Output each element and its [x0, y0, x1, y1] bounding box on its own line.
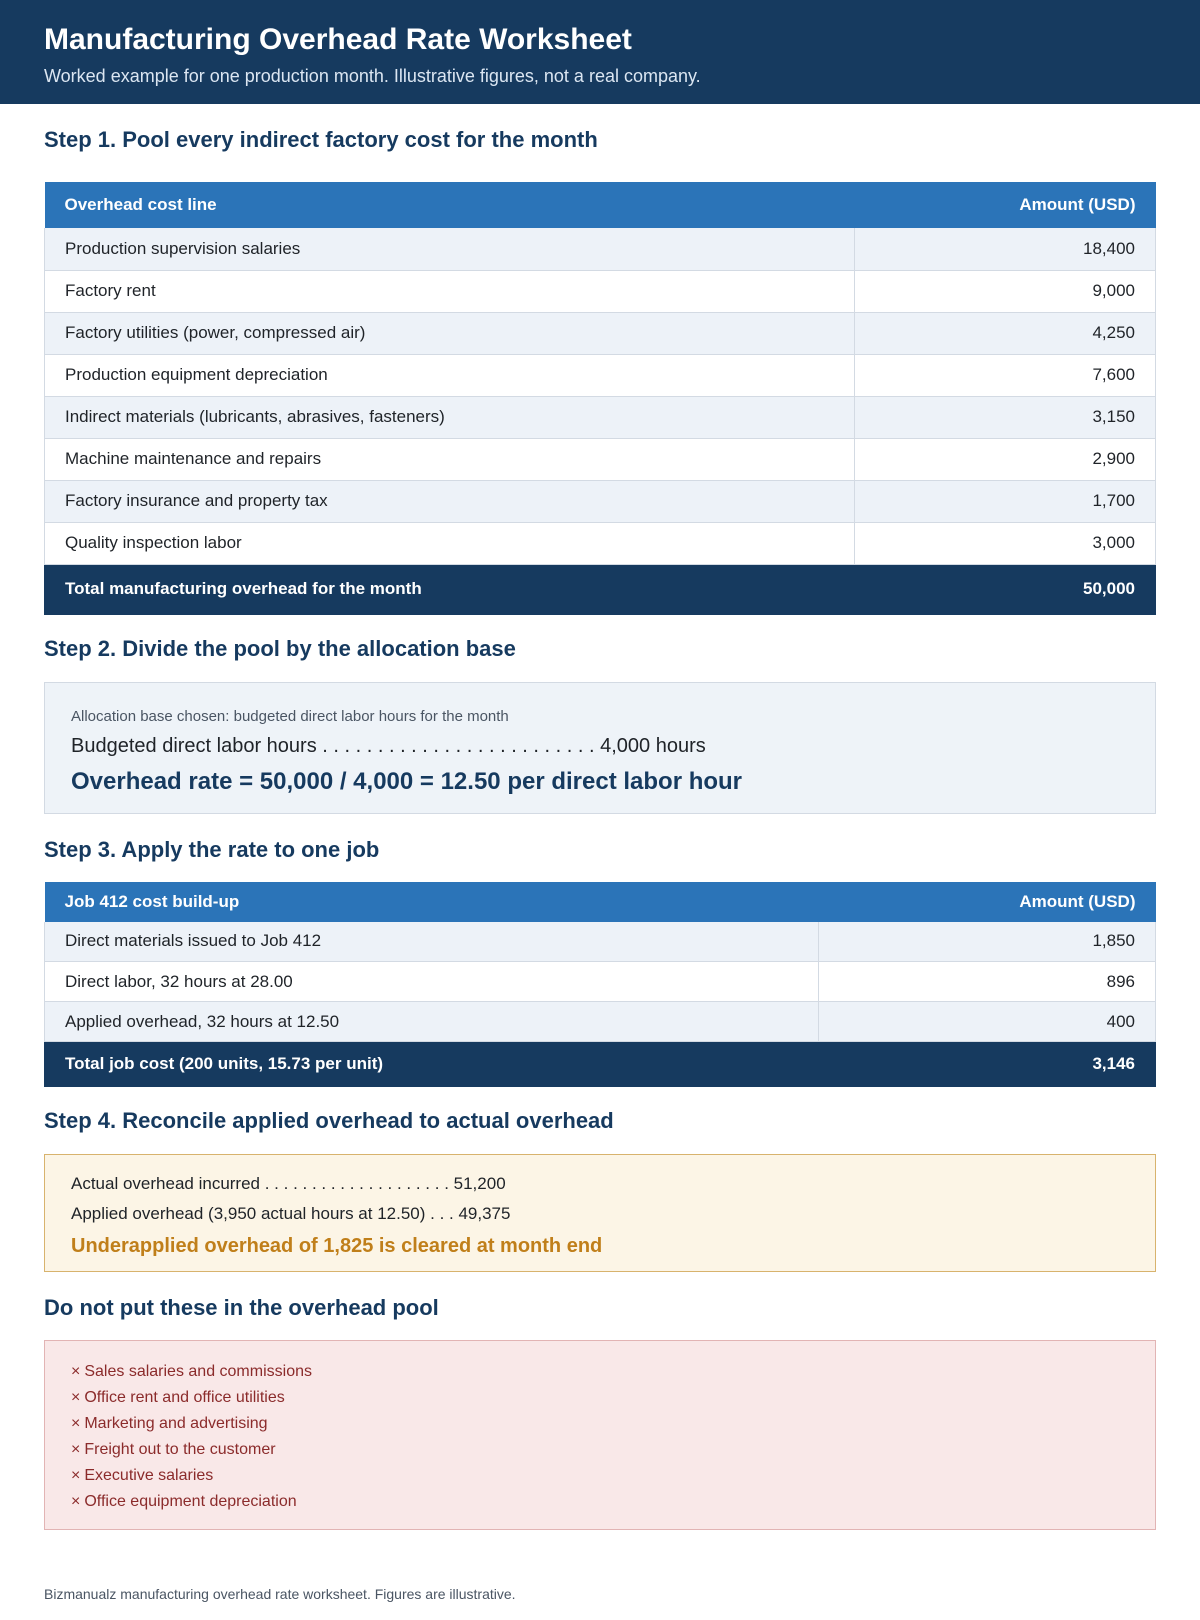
total-row — [45, 564, 1156, 614]
exclusion-label: Marketing and advertising — [84, 1415, 268, 1432]
cost-line-amount: 18,400 — [855, 228, 1156, 270]
reconciliation-box — [44, 1154, 1156, 1272]
actual-overhead-line: Actual overhead incurred . . . . . . . . . . . . . . . . . . . . 51,200 — [71, 1174, 506, 1193]
list-item — [71, 1385, 1129, 1411]
job-line-label: Direct materials issued to Job 412 — [45, 922, 819, 962]
job-line-label: Direct labor, 32 hours at 28.00 — [45, 962, 819, 1002]
table-row — [45, 270, 1156, 312]
cost-line-amount: 7,600 — [855, 354, 1156, 396]
table-row — [45, 312, 1156, 354]
total-job-cost-label: Total job cost (200 units, 15.73 per unit) — [45, 1042, 819, 1087]
list-item — [71, 1489, 1129, 1515]
table-header-row — [45, 882, 1156, 922]
cost-line-label: Machine maintenance and repairs — [45, 438, 855, 480]
cost-line-label: Factory utilities (power, compressed air) — [45, 312, 855, 354]
total-overhead-amount: 50,000 — [855, 564, 1156, 614]
cost-line-amount: 1,700 — [855, 480, 1156, 522]
cost-line-label: Factory rent — [45, 270, 855, 312]
table-row — [45, 922, 1156, 962]
total-overhead-label: Total manufacturing overhead for the month — [45, 564, 855, 614]
cost-line-amount: 3,000 — [855, 522, 1156, 564]
table-row — [45, 396, 1156, 438]
table-row — [45, 480, 1156, 522]
page-footer: Bizmanualz manufacturing overhead rate worksheet. Figures are illustrative. — [44, 1586, 516, 1602]
table-header-row — [45, 182, 1156, 228]
total-row — [45, 1042, 1156, 1087]
exclusion-label: Office equipment depreciation — [84, 1493, 297, 1510]
page-subtitle: Worked example for one production month. Illustrative figures, not a real company. — [44, 66, 701, 86]
budgeted-hours-line: Budgeted direct labor hours . . . . . . . . . . . . . . . . . . . . . . . . . 4,000 hours — [71, 734, 706, 757]
step3-title: Step 3. Apply the rate to one job — [44, 836, 380, 862]
exclusions-box — [44, 1340, 1156, 1530]
cost-line-amount: 3,150 — [855, 396, 1156, 438]
exclusion-label: Sales salaries and commissions — [84, 1363, 312, 1380]
cost-line-label: Quality inspection labor — [45, 522, 855, 564]
exclusion-label: Office rent and office utilities — [84, 1389, 285, 1406]
column-header-amount: Amount (USD) — [855, 182, 1156, 228]
table-row — [45, 438, 1156, 480]
step4-title: Step 4. Reconcile applied overhead to actual overhead — [44, 1108, 614, 1133]
allocation-base-note: Allocation base chosen: budgeted direct labor hours for the month — [71, 707, 509, 725]
cross-icon: × — [71, 1467, 81, 1484]
cross-icon: × — [71, 1363, 81, 1380]
table-row — [45, 354, 1156, 396]
step2-title: Step 2. Divide the pool by the allocation base — [44, 635, 516, 661]
list-item — [71, 1437, 1129, 1463]
list-item — [71, 1411, 1129, 1437]
list-item — [71, 1463, 1129, 1489]
table-row — [45, 1002, 1156, 1042]
cross-icon: × — [71, 1441, 81, 1458]
column-header-amount: Amount (USD) — [819, 882, 1156, 922]
exclusions-title: Do not put these in the overhead pool — [44, 1295, 439, 1320]
cost-line-amount: 4,250 — [855, 312, 1156, 354]
page-header — [0, 0, 1200, 104]
column-header-job-build-up: Job 412 cost build-up — [45, 882, 819, 922]
applied-overhead-line: Applied overhead (3,950 actual hours at 12.50) . . . 49,375 — [71, 1204, 511, 1223]
cost-line-label: Production equipment depreciation — [45, 354, 855, 396]
table-row — [45, 228, 1156, 270]
cross-icon: × — [71, 1415, 81, 1432]
column-header-cost-line: Overhead cost line — [45, 182, 855, 228]
table-row — [45, 522, 1156, 564]
cross-icon: × — [71, 1389, 81, 1406]
cost-line-label: Indirect materials (lubricants, abrasives, fasteners) — [45, 396, 855, 438]
exclusion-label: Freight out to the customer — [84, 1441, 276, 1458]
underapplied-result: Underapplied overhead of 1,825 is cleared at month end — [71, 1235, 603, 1257]
exclusion-label: Executive salaries — [84, 1467, 214, 1484]
job-cost-table — [44, 882, 1156, 1088]
page-title: Manufacturing Overhead Rate Worksheet — [44, 23, 632, 56]
cross-icon: × — [71, 1493, 81, 1510]
cost-line-label: Production supervision salaries — [45, 228, 855, 270]
total-job-cost-amount: 3,146 — [819, 1042, 1156, 1087]
cost-line-amount: 2,900 — [855, 438, 1156, 480]
job-line-amount: 400 — [819, 1002, 1156, 1042]
allocation-box — [44, 682, 1156, 814]
cost-line-label: Factory insurance and property tax — [45, 480, 855, 522]
job-line-label: Applied overhead, 32 hours at 12.50 — [45, 1002, 819, 1042]
job-line-amount: 1,850 — [819, 922, 1156, 962]
job-line-amount: 896 — [819, 962, 1156, 1002]
cost-line-amount: 9,000 — [855, 270, 1156, 312]
overhead-pool-table — [44, 182, 1156, 615]
list-item — [71, 1359, 1129, 1385]
table-row — [45, 962, 1156, 1002]
step1-title: Step 1. Pool every indirect factory cost for the month — [44, 127, 598, 152]
overhead-rate-formula: Overhead rate = 50,000 / 4,000 = 12.50 per direct labor hour — [71, 767, 743, 795]
